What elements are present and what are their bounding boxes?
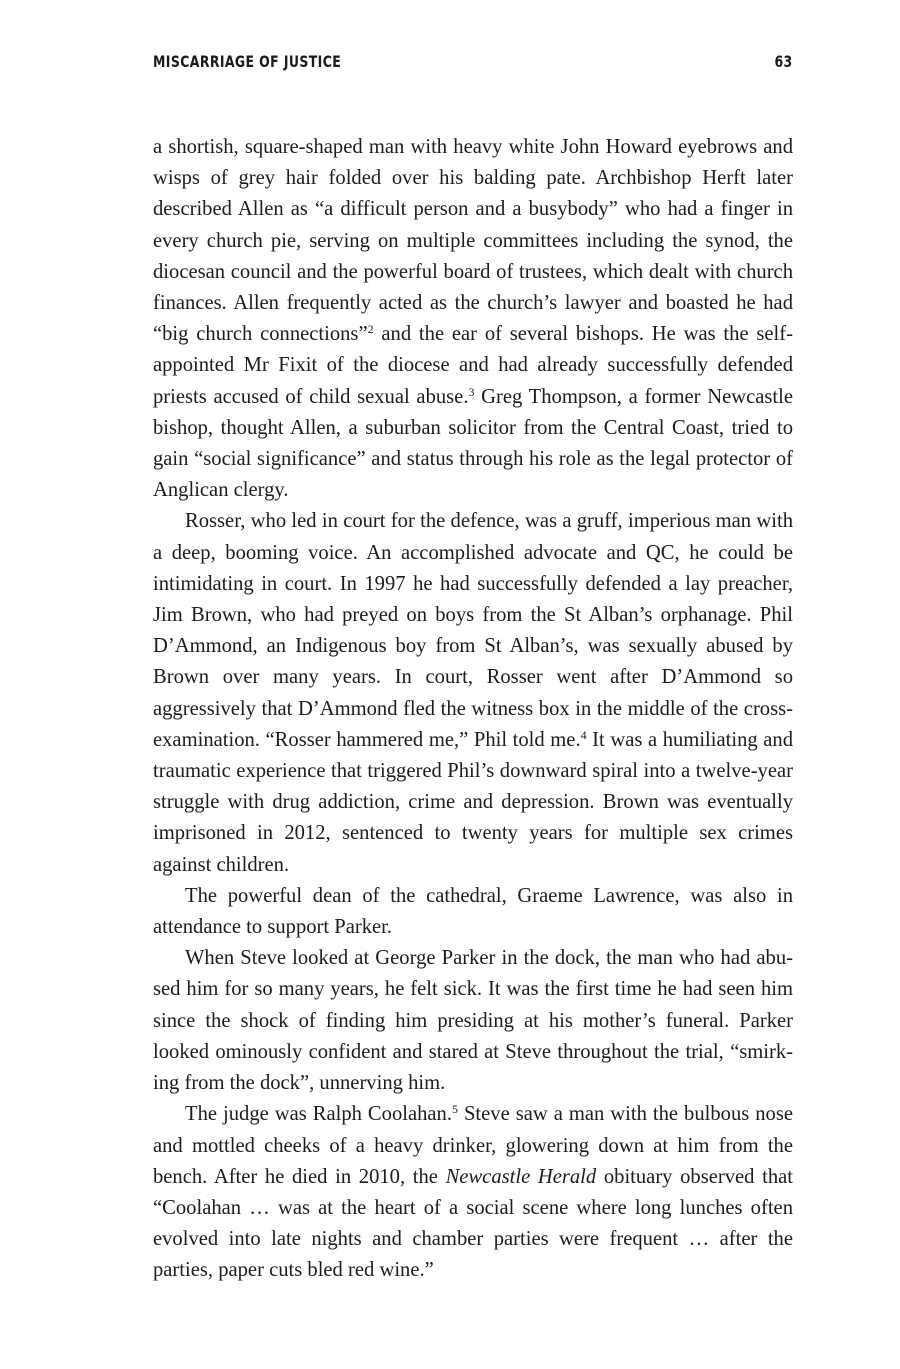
paragraph-text: The powerful dean of the cathedral, Graeme Lawrence, was also in attendance to support Parker.: [153, 884, 793, 939]
paragraph: [153, 943, 793, 1099]
running-head: [153, 52, 793, 76]
paragraph-text: Greg Thompson, a former Newcastle bishop, thought Allen, a suburban solicitor from the Central Coast, tried to gain “social significance” and status through his role as the legal protector of Anglican clergy.: [153, 385, 793, 502]
paragraph-text: The judge was Ralph Coolahan.: [185, 1103, 452, 1126]
footnote-marker: 3: [468, 384, 475, 399]
footnote-marker: 4: [580, 727, 587, 742]
paragraph: [153, 1099, 793, 1286]
page-number: 63: [774, 52, 793, 71]
paragraph-text: It was a humiliating and traumatic experience that triggered Phil’s downward spiral into a twelve-year struggle with drug addiction, crime and depression. Brown was eventually imprisoned in 2012, sentenced to twenty years for multiple sex crimes against children.: [153, 728, 793, 876]
footnote-marker: 2: [367, 322, 374, 337]
paragraph-text: and the ear of several bishops. He was the self-appointed Mr Fixit of the diocese and had already successfully defended priests accused of child sexual abuse.: [153, 323, 793, 408]
paragraph-text: When Steve looked at George Parker in the dock, the man who had abused him for so many years, he felt sick. It was the first time he had seen him since the shock of finding him presiding at his mother’s funeral. Parker looked ominously confident and stared at Steve throughout the trial, “smirking from the dock”, unnerving him.: [153, 947, 793, 1095]
paragraph: [153, 132, 793, 506]
paragraph-text: a shortish, square-shaped man with heavy white John Howard eyebrows and wisps of grey hair folded over his balding pate. Archbishop Herft later described Allen as “a difficult person and a busybody” who had a finger in every church pie, serving on multiple committees including the synod, the diocesan council and the powerful board of trustees, which dealt with church finances. Allen frequently acted as the church’s lawyer and boasted he had “big church connections”: [153, 136, 793, 346]
italic-title: Newcastle Herald: [445, 1165, 597, 1188]
body-text: [153, 132, 793, 1287]
paragraph: [153, 506, 793, 880]
running-head-title: MISCARRIAGE OF JUSTICE: [153, 52, 342, 71]
footnote-marker: 5: [452, 1102, 458, 1117]
paragraph-text: obituary observed that “Coolahan … was at the heart of a social scene where long lunches often evolved into late nights and chamber parties were frequent … after the parties, paper cuts bled red wine.”: [153, 1165, 793, 1282]
paragraph-text: Steve saw a man with the bulbous nose and mottled cheeks of a heavy drinker, glowering down at him from the bench. After he died in 2010, the: [153, 1103, 793, 1188]
paragraph-text: Rosser, who led in court for the defence, was a gruff, imperious man with a deep, booming voice. An accomplished advocate and QC, he could be intimidating in court. In 1997 he had successfully defended a lay preacher, Jim Brown, who had preyed on boys from the St Alban’s orphanage. Phil D’Ammond, an Indigenous boy from St Alban’s, was sexually abused by Brown over many years. In court, Rosser went after D’Ammond so aggressively that D’Ammond fled the witness box in the middle of the cross-examination. “Rosser hammered me,” Phil told me.: [153, 510, 793, 751]
paragraph: [153, 881, 793, 943]
